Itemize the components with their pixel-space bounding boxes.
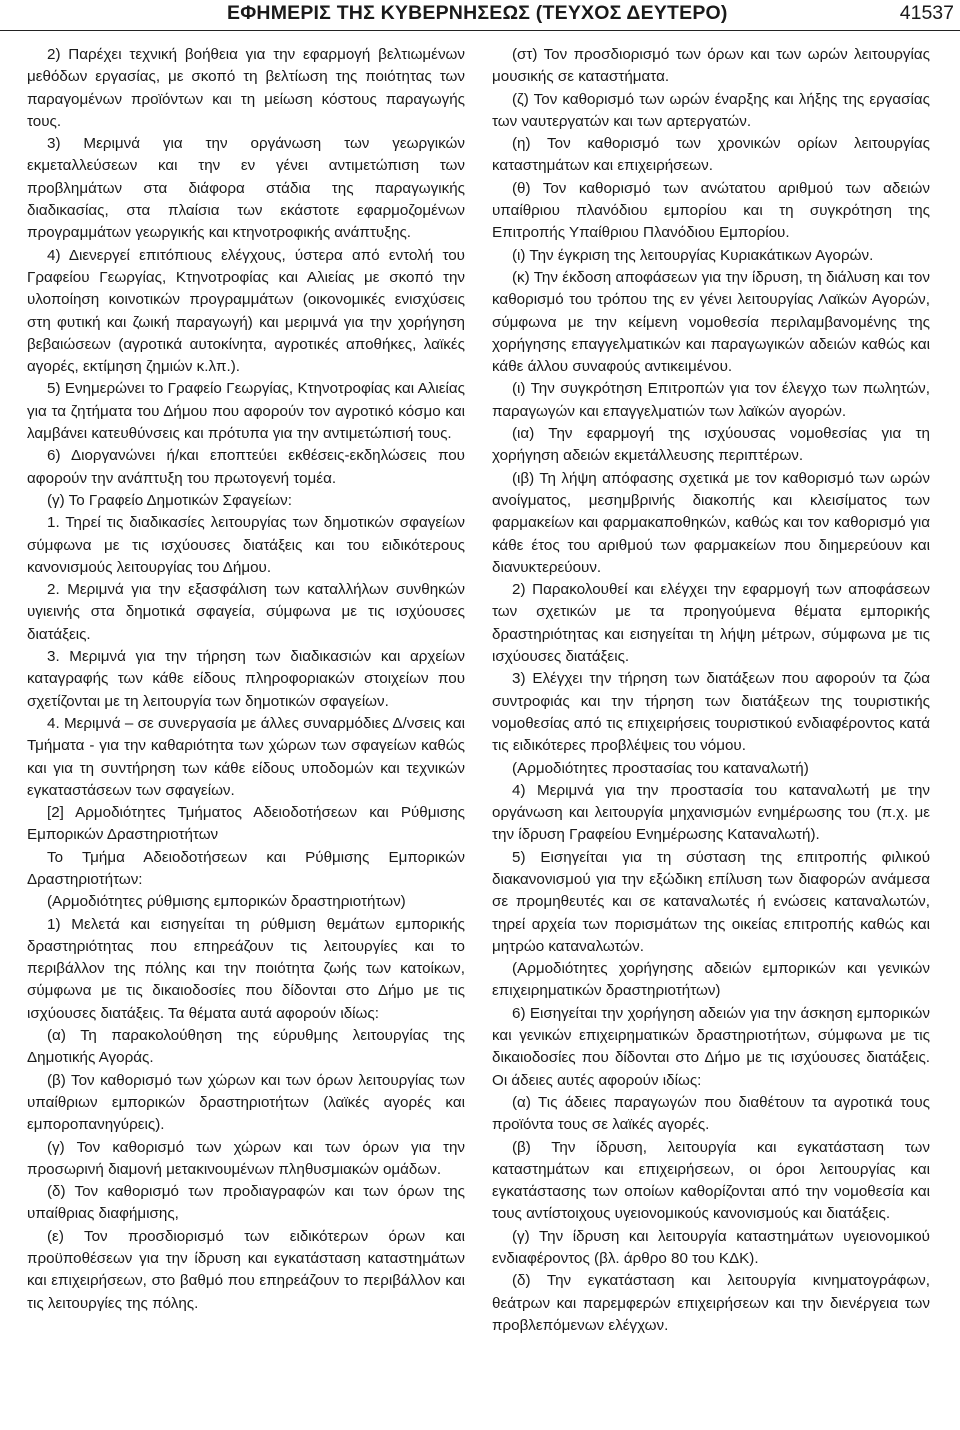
paragraph: 2) Παρέχει τεχνική βοήθεια για την εφαρμογή βελτιωμένων μεθόδων εργασίας, με σκοπό τη βελτίωση της ποιότητας των παραγομένων προϊόντων και τη μείωση κόστους παραγωγής τους.	[27, 46, 465, 130]
left-column	[27, 44, 465, 1315]
paragraph: 5) Εισηγείται για τη σύσταση της επιτροπής φιλικού διακανονισμού για την εξώδικη επίλυση των διαφορών ανάμεσα σε προμηθευτές και σε καταναλωτές ή ενώσεις καταναλωτών, τηρεί αρχεία των πορισμάτων της οικείας επιτροπής καθώς και μητρώο καταναλωτών.	[492, 848, 930, 955]
paragraph: 3) Μεριμνά για την οργάνωση των γεωργικών εκμεταλλεύσεων και την εν γένει αντιμετώπιση των προβλημάτων στα διάφορα στάδια της παραγωγικής διαδικασίας, στα πλαίσια των εκάστοτε εφαρμοζομένων προγραμμάτων γεωργικής και κτηνοτροφικής ανάπτυξης.	[27, 135, 465, 242]
gazette-title: ΕΦΗΜΕΡΙΣ ΤΗΣ ΚΥΒΕΡΝΗΣΕΩΣ (ΤΕΥΧΟΣ ΔΕΥΤΕΡΟ)	[227, 2, 728, 24]
paragraph: 6) Εισηγείται την χορήγηση αδειών για την άσκηση εμπορικών και γενικών επιχειρηματικών δραστηριοτήτων, σύμφωνα με τις δικαιοδοσίες που δίδονται στο Δήμο με τις ισχύουσες διατάξεις. Οι άδειες αυτές αφορούν ιδίως:	[492, 1004, 930, 1089]
header-divider	[0, 30, 960, 31]
paragraph: 3. Μεριμνά για την τήρηση των διαδικασιών και αρχείων καταγραφής των κάθε είδους πληροφοριακών στοιχείων που σχετίζονται με τη λειτουργία των δημοτικών σφαγείων.	[27, 648, 465, 710]
paragraph: (η) Τον καθορισμό των χρονικών ορίων λειτουργίας καταστημάτων και επιχειρήσεων.	[492, 135, 930, 175]
paragraph: (ι) Την έγκριση της λειτουργίας Κυριακάτικων Αγορών.	[512, 246, 874, 264]
page-number: 41537	[899, 2, 954, 24]
paragraph: (Αρμοδιότητες χορήγησης αδειών εμπορικών και γενικών επιχειρηματικών δραστηριοτήτων)	[492, 960, 930, 1000]
paragraph: (ιβ) Τη λήψη απόφασης σχετικά με τον καθορισμό των ωρών ανοίγματος, μεσημβρινής διακοπής και κλεισίματος των φαρμακείων και φαρμακαποθηκών, καθώς και τον καθορισμό για κάθε έτος του αριθμού των φαρμακείων που διημερεύουν και διανυκτερεύουν.	[492, 469, 930, 576]
paragraph: (ι) Την συγκρότηση Επιτροπών για τον έλεγχο των πωλητών, παραγωγών και επαγγελματιών των λαϊκών αγορών.	[492, 380, 930, 420]
paragraph: 4. Μεριμνά – σε συνεργασία με άλλες συναρμόδιες Δ/νσεις και Τμήματα - για την καθαριότητα των χώρων των σφαγείων καθώς και για τη συντήρηση των κάθε είδους υποδομών και τεχνικών εγκαταστάσεων των σφαγείων.	[27, 714, 465, 799]
paragraph: 2) Παρακολουθεί και ελέγχει την εφαρμογή των αποφάσεων των σχετικών με τα προηγούμενα θέματα εμπορικής δραστηριότητας και εισηγείται τη λήψη μέτρων, σύμφωνα με τις ισχύουσες διατάξεις.	[492, 581, 930, 666]
paragraph: 3) Ελέγχει την τήρηση των διατάξεων που αφορούν τα ζώα συντροφιάς και την τήρηση των διατάξεων της τουριστικής νομοθεσίας από τις επιχειρήσεις τουριστικού ενδιαφέροντος κατά τις ειδικότερες προβλέψεις του νόμου.	[492, 670, 930, 755]
right-column	[492, 44, 930, 1337]
paragraph: 6) Διοργανώνει ή/και εποπτεύει εκθέσεις-εκδηλώσεις που αφορούν την ανάπτυξη του πρωτογενή τομέα.	[27, 447, 465, 487]
paragraph: (θ) Τον καθορισμό των ανώτατου αριθμού των αδειών υπαίθριου πλανόδιου εμπορίου και τη συγκρότηση της Επιτροπής Υπαίθριου Πλανόδιου Εμπορίου.	[492, 179, 930, 242]
paragraph: (ζ) Τον καθορισμό των ωρών έναρξης και λήξης της εργασίας των ναυτεργατών και των αρτεργατών.	[492, 90, 930, 130]
paragraph: (γ) Την ίδρυση και λειτουργία καταστημάτων υγειονομικού ενδιαφέροντος (βλ. άρθρο 80 του ΚΔΚ).	[492, 1227, 930, 1268]
paragraph: 5) Ενημερώνει το Γραφείο Γεωργίας, Κτηνοτροφίας και Αλιείας για τα ζητήματα του Δήμου που αφορούν τον αγροτικό κόσμο και λαμβάνει κατευθύνσεις και πρότυπα για την αντιμετώπισή τους.	[27, 380, 465, 443]
paragraph: (β) Την ίδρυση, λειτουργία και εγκατάσταση των καταστημάτων και επιχειρήσεων, οι όροι λειτουργίας και εγκατάστασης των οποίων καθορίζονται από την νομοθεσία και τους αντίστοιχους υγειονομικούς κανονισμούς και διατάξεις.	[492, 1138, 930, 1223]
paragraph: (α) Τη παρακολούθηση της εύρυθμης λειτουργίας της Δημοτικής Αγοράς.	[27, 1027, 465, 1067]
paragraph: 4) Διενεργεί επιτόπιους ελέγχους, ύστερα από εντολή του Γραφείου Γεωργίας, Κτηνοτροφίας και Αλιείας με σκοπό την υλοποίηση κοινοτικών προγραμμάτων (οικονομικές ενισχύσεις στη φυτική και ζωική παραγωγή) και μεριμνά για την χορήγηση βεβαιώσεων (αγροτικά αυτοκίνητα, αγροτικές αποθήκες, λαϊκές αγορές, εκτίμηση ζημιών κ.λπ.).	[27, 246, 465, 376]
paragraph: (β) Τον καθορισμό των χώρων και των όρων λειτουργίας των υπαίθριων εμπορικών δραστηριοτήτων (λαϊκές αγορές και εμποροπανηγύρεις).	[27, 1071, 465, 1134]
paragraph: (δ) Τον καθορισμό των προδιαγραφών και των όρων της υπαίθριας διαφήμισης,	[27, 1183, 465, 1223]
paragraph: 4) Μεριμνά για την προστασία του καταναλωτή με την οργάνωση και λειτουργία μηχανισμών ενημέρωσης του (π.χ. με την ίδρυση Γραφείου Ενημέρωσης Καταναλωτή).	[492, 781, 930, 844]
paragraph: (γ) Τον καθορισμό των χώρων και των όρων για την προσωρινή διαμονή μετακινουμένων πληθυσμιακών ομάδων.	[27, 1138, 465, 1178]
paragraph: (Αρμοδιότητες ρύθμισης εμπορικών δραστηριοτήτων)	[47, 893, 406, 911]
paragraph: (ε) Τον προσδιορισμό των ειδικότερων όρων και προϋποθέσεων για την ίδρυση και εγκατάσταση καταστημάτων και επιχειρήσεων, στο βαθμό που επηρεάζουν το περιβάλλον και τις λειτουργίες της πόλης.	[27, 1227, 465, 1312]
page-header	[0, 0, 960, 32]
paragraph: Το Τμήμα Αδειοδοτήσεων και Ρύθμισης Εμπορικών Δραστηριοτήτων:	[27, 848, 465, 888]
paragraph: (κ) Την έκδοση αποφάσεων για την ίδρυση, τη διάλυση και τον καθορισμό του τρόπου της εν γένει λειτουργίας Λαϊκών Αγορών, σύμφωνα με την κείμενη νομοθεσία περιλαμβανομένης της χορήγησης επαγγελματικών και παραγωγικών αδειών καθώς και κάθε άλλου συναφούς αντικειμένου.	[492, 268, 930, 376]
paragraph: 2. Μεριμνά για την εξασφάλιση των καταλλήλων συνθηκών υγιεινής στα δημοτικά σφαγεία, σύμφωνα με τις ισχύουσες διατάξεις.	[27, 581, 465, 643]
paragraph: 1. Τηρεί τις διαδικασίες λειτουργίας των δημοτικών σφαγείων σύμφωνα με τις ισχύουσες διατάξεις και του ειδικότερους κανονισμούς λειτουργίας του Δήμου.	[27, 514, 465, 576]
paragraph: (ια) Την εφαρμογή της ισχύουσας νομοθεσίας για τη χορήγηση αδειών εκμετάλλευσης περιπτέρων.	[492, 425, 930, 465]
paragraph: [2] Αρμοδιότητες Τμήματος Αδειοδοτήσεων και Ρύθμισης Εμπορικών Δραστηριοτήτων	[27, 804, 465, 844]
paragraph: 1) Μελετά και εισηγείται τη ρύθμιση θεμάτων εμπορικής δραστηριότητας που επηρεάζουν τις λειτουργίες και το περιβάλλον της πόλης και την ποιότητα ζωής των κατοίκων, σύμφωνα με τις δικαιοδοσίες που δίδονται στο Δήμο με τις ισχύουσες διατάξεις. Τα θέματα αυτά αφορούν ιδίως:	[27, 915, 465, 1022]
paragraph: (γ) Το Γραφείο Δημοτικών Σφαγείων:	[47, 491, 292, 509]
paragraph: (Αρμοδιότητες προστασίας του καταναλωτή)	[512, 759, 809, 777]
paragraph: (δ) Την εγκατάσταση και λειτουργία κινηματογράφων, θεάτρων και παρεμφερών επιχειρήσεων και την διενέργεια των προβλεπόμενων ελέγχων.	[492, 1272, 930, 1334]
paragraph: (α) Τις άδειες παραγωγών που διαθέτουν τα αγροτικά τους προϊόντα τους σε λαϊκές αγορές.	[492, 1093, 930, 1134]
paragraph: (στ) Τον προσδιορισμό των όρων και των ωρών λειτουργίας μουσικής σε καταστήματα.	[492, 46, 930, 86]
